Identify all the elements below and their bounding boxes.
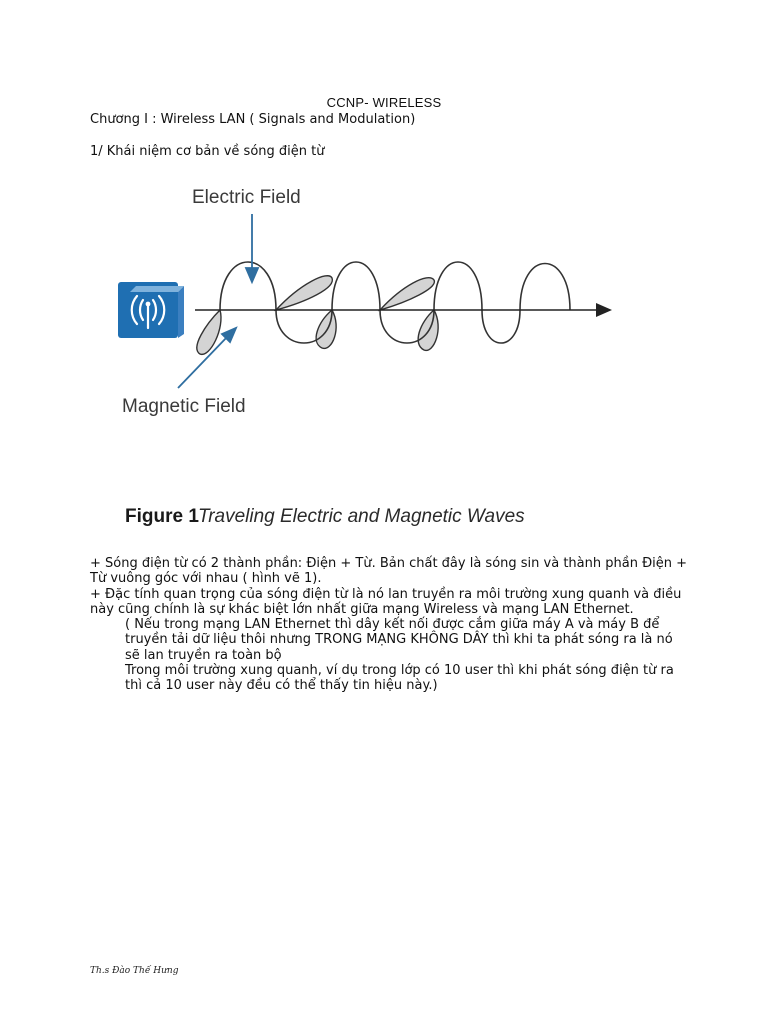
section-heading: 1/ Khái niệm cơ bản về sóng điện từ (90, 144, 325, 159)
paragraph-propagation: + Đặc tính quan trọng của sóng điện từ là nó lan truyền ra môi trường xung quanh và điều này cũng chính là sự khác biệt lớn nhất giữa mạng Wireless và mạng LAN Ethernet. (90, 586, 682, 617)
paragraph-components: + Sóng điện từ có 2 thành phần: Điện + Từ. Bản chất đây là sóng sin và thành phần Điện + Từ vuông góc với nhau ( hình vẽ 1). (90, 556, 688, 587)
electric-field-label: Electric Field (192, 187, 301, 208)
chapter-heading: Chương I : Wireless LAN ( Signals and Modulation) (90, 112, 416, 127)
axis-arrow-head (596, 303, 612, 317)
body-text (90, 556, 690, 694)
wireless-access-point-icon (118, 282, 184, 338)
figure-caption-number: Figure 1 (125, 506, 199, 527)
electric-field-pointer (246, 214, 258, 282)
author-footer: Th.s Đào Thế Hưng (90, 966, 179, 976)
wave-diagram (110, 176, 630, 546)
magnetic-field-label: Magnetic Field (122, 396, 246, 417)
paragraph-ethernet-note: ( Nếu trong mạng LAN Ethernet thì dây kết nối được cắm giữa máy A và máy B để truyền tải dữ liệu thôi nhưng TRONG MẠNG KHÔNG DÂY thì khi ta phát sóng ra là nó sẽ lan truyền ra toàn bộ (125, 617, 673, 663)
figure-caption-text: Traveling Electric and Magnetic Waves (198, 506, 525, 527)
paragraph-example: Trong môi trường xung quanh, ví dụ trong lớp có 10 user thì khi phát sóng điện từ ra thì cả 10 user này đều có thể thấy tin hiệu này.) (125, 663, 674, 694)
document-title: CCNP- WIRELESS (326, 95, 442, 110)
wave-figure (110, 176, 630, 546)
